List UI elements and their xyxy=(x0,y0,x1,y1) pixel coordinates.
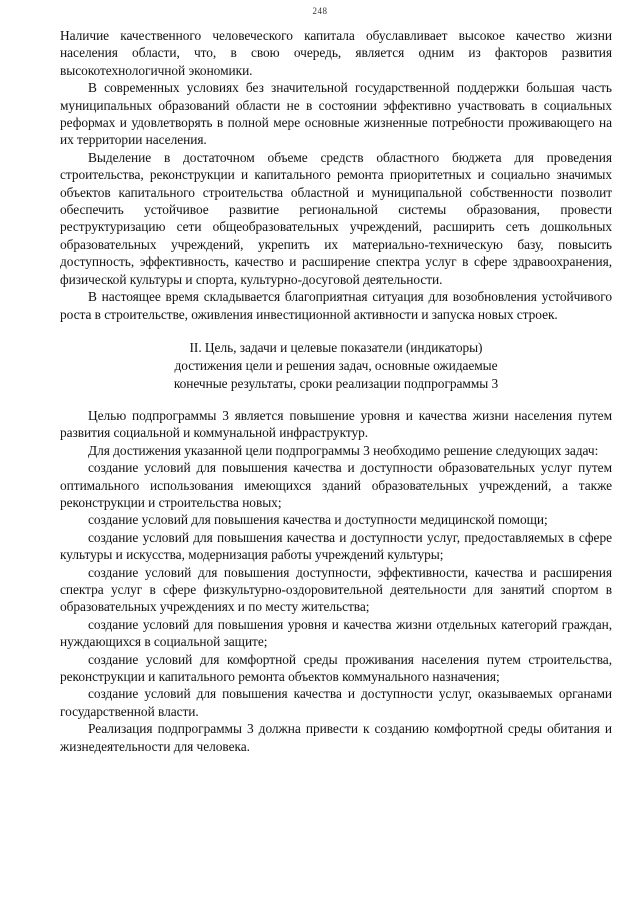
paragraph-budget-allocation: Выделение в достаточном объеме средств областного бюджета для проведения строительства, реконструкции и капитального ремонта приоритетных и социально значимых объектов капитального строительства областной и муниципальной собственности позволит обеспечить устойчивое развитие региональной системы образования, провести реструктуризацию сети общеобразовательных учреждений, расширить сеть дошкольных образовательных учреждений, укрепить их материально-техническую базу, повысить доступность, эффективность, качество и расширение спектра услуг в сфере здравоохранения, физической культуры и спорта, культурно-досуговой деятельности. xyxy=(60,149,612,287)
paragraph-human-capital: Наличие качественного человеческого капитала обуславливает высокое качество жизни населения области, что, в свою очередь, является одним из факторов развития высокотехнологичной экономики. xyxy=(60,28,612,78)
document-body xyxy=(60,27,612,755)
task-education: создание условий для повышения качества и доступности образовательных услуг путем оптимального использования имеющихся зданий образовательных учреждений, а также реконструкции и строительства новых; xyxy=(60,460,612,510)
paragraph-construction-growth: В настоящее время складывается благоприятная ситуация для возобновления устойчивого роста в строительстве, оживления инвестиционной активности и запуска новых строек. xyxy=(60,289,612,322)
paragraph-tasks-intro: Для достижения указанной цели подпрограммы 3 необходимо решение следующих задач: xyxy=(88,442,599,458)
paragraph-goal: Целью подпрограммы 3 является повышение уровня и качества жизни населения путем развития социальной и коммунальной инфраструктур. xyxy=(60,407,612,441)
paragraph-expected-result: Реализация подпрограммы 3 должна привести к созданию комфортной среды обитания и жизнедеятельности для человека. xyxy=(60,721,612,754)
section-heading-line-1: II. Цель, задачи и целевые показатели (индикаторы) xyxy=(189,339,483,355)
task-social-protection: создание условий для повышения уровня и качества жизни отдельных категорий граждан, нуждающихся в социальной защите; xyxy=(60,616,612,650)
task-culture: создание условий для повышения качества и доступности услуг, предоставляемых в сфере культуры и искусства, модернизация работы учреждений культуры; xyxy=(60,529,612,563)
task-sport: создание условий для повышения доступности, эффективности, качества и расширения спектра услуг в сфере физкультурно-оздоровительной деятельности для занятий спортом в образовательных учреждениях и по месту жительства; xyxy=(60,564,612,615)
task-medical: создание условий для повышения качества и доступности медицинской помощи; xyxy=(88,512,548,528)
section-heading-line-2: достижения цели и решения задач, основные ожидаемые xyxy=(174,357,498,373)
paragraph-state-support: В современных условиях без значительной государственной поддержки большая часть муниципальных образований области не в состоянии эффективно участвовать в социальных реформах и удовлетворять в полной мере основные жизненные потребности проживающего на их территории населения. xyxy=(60,80,612,148)
section-heading-line-3: конечные результаты, сроки реализации подпрограммы 3 xyxy=(173,375,499,391)
page-number: 248 xyxy=(312,6,328,16)
task-communal: создание условий для комфортной среды проживания населения путем строительства, реконструкции и капитального ремонта объектов коммунального назначения; xyxy=(60,651,612,684)
task-government-services: создание условий для повышения качества и доступности услуг, оказываемых органами государственной власти. xyxy=(60,686,612,719)
section-heading xyxy=(60,339,612,393)
